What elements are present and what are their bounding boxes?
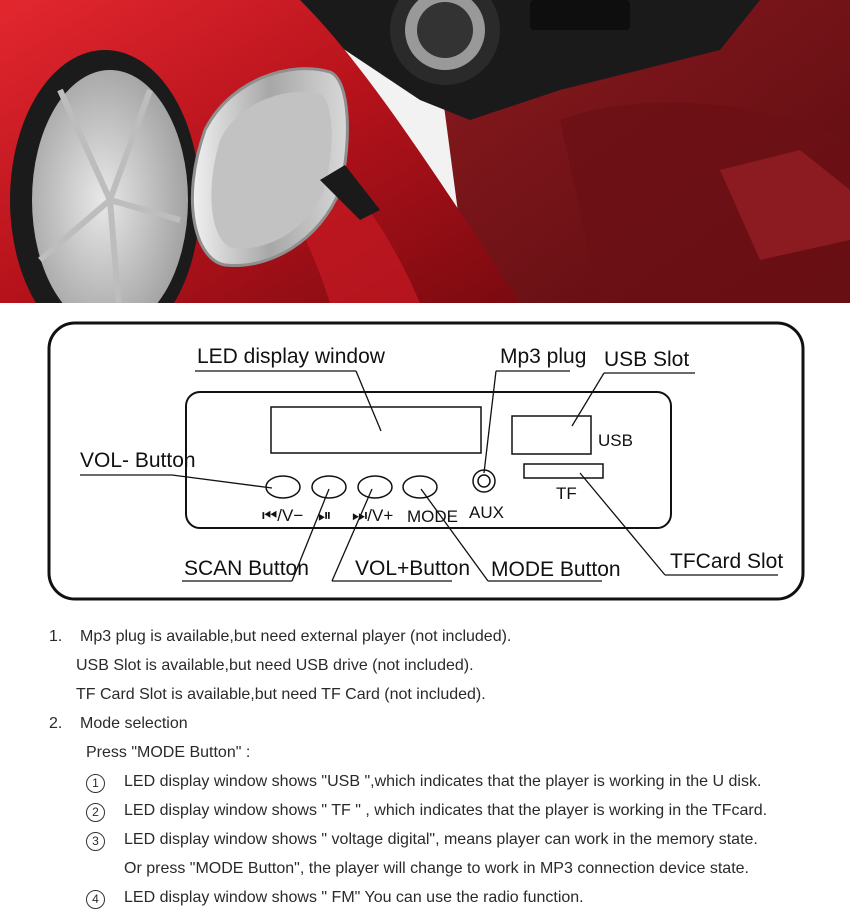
- aux-panel-text: AUX: [469, 503, 504, 522]
- item1-number: 1.: [49, 628, 63, 645]
- circled-number-3: 3: [86, 832, 105, 851]
- usb-panel-text: USB: [598, 431, 633, 450]
- usb-slot-label: USB Slot: [604, 348, 690, 371]
- mode-caption: MODE: [407, 507, 458, 526]
- item1-line3: TF Card Slot is available,but need TF Card (not included).: [76, 686, 486, 703]
- subitem3-text: LED display window shows " voltage digital", means player can work in the memory state.: [124, 831, 758, 848]
- tfcard-slot-label: TFCard Slot: [670, 550, 784, 573]
- car-interior-photo: [0, 0, 850, 303]
- key2-caption: ⏯: [318, 506, 332, 525]
- subitem4-text: LED display window shows " FM" You can use the radio function.: [124, 889, 584, 906]
- aux-jack-inner: [478, 475, 490, 487]
- vol-plus-label: VOL+Button: [355, 557, 470, 580]
- mp3-plug-label: Mp3 plug: [500, 345, 587, 368]
- tf-panel-text: TF: [556, 484, 577, 503]
- circled-number-4: 4: [86, 890, 105, 909]
- mp3-panel-diagram-svg: [0, 303, 850, 615]
- next-vol-plus-key: [358, 476, 392, 498]
- mode-key: [403, 476, 437, 498]
- item2-number: 2.: [49, 715, 63, 732]
- usb-slot: [512, 416, 591, 454]
- led-display-window: [271, 407, 481, 453]
- circled-number-1: 1: [86, 774, 105, 793]
- subitem2-text: LED display window shows " TF " , which indicates that the player is working in the TFcard.: [124, 802, 768, 819]
- key3-caption: ⏭/V+: [352, 506, 394, 525]
- key1-caption: ⏮/V−: [262, 506, 304, 525]
- tf-slot: [524, 464, 603, 478]
- circled-number-2: 2: [86, 803, 105, 822]
- item1-line2: USB Slot is available,but need USB drive (not included).: [76, 657, 474, 674]
- mp3-panel-diagram: [0, 303, 850, 615]
- item1-line1: Mp3 plug is available,but need external player (not included).: [80, 628, 512, 645]
- subitem1-text: LED display window shows "USB ",which indicates that the player is working in the U disk.: [124, 773, 762, 790]
- item2-intro: Press "MODE Button" :: [86, 744, 251, 761]
- item2-title: Mode selection: [80, 715, 188, 732]
- play-pause-key: [312, 476, 346, 498]
- scan-key: [266, 476, 300, 498]
- car-photo-illustration: [0, 0, 850, 303]
- continuation-text: Or press "MODE Button", the player will change to work in MP3 connection device state.: [124, 860, 749, 877]
- led-display-label: LED display window: [197, 345, 385, 368]
- vol-minus-label: VOL- Button: [80, 449, 196, 472]
- instructions-text: [0, 615, 850, 906]
- scan-button-label: SCAN Button: [184, 557, 309, 580]
- mode-button-label: MODE Button: [491, 558, 621, 581]
